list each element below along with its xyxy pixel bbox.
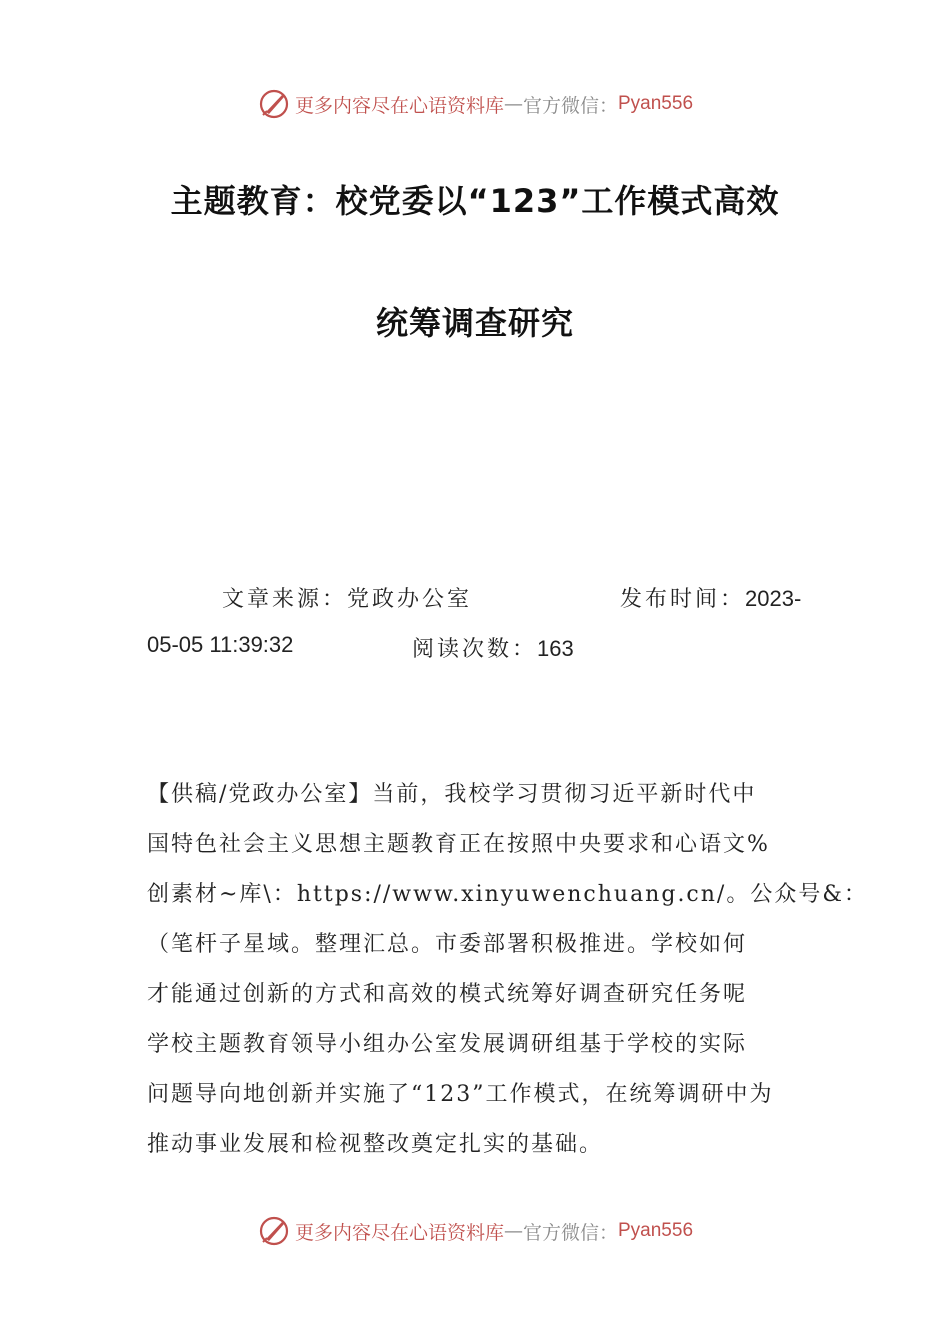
- body-line: 国特色社会主义思想主题教育正在按照中央要求和心语文%: [147, 832, 770, 857]
- watermark-separator: —: [503, 1220, 523, 1242]
- header-watermark: [0, 84, 950, 124]
- body-line: 学校主题教育领导小组办公室发展调研组基于学校的实际: [147, 1032, 748, 1057]
- publish-date-continued: [147, 632, 293, 658]
- body-line: 推动事业发展和检视整改奠定扎实的基础。: [147, 1132, 604, 1157]
- watermark-separator: —: [503, 93, 523, 115]
- watermark-wechat-id: Pyan556: [618, 93, 694, 114]
- publish-date-part1: 2023-: [745, 586, 802, 611]
- article-source: 文章来源：党政办公室: [222, 587, 473, 612]
- publish-date-part2: 05-05 11:39:32: [147, 632, 294, 657]
- body-line: （笔杆子星域。整理汇总。市委部署积极推进。学校如何: [147, 932, 748, 957]
- watermark-wechat-label: 官方微信：: [522, 94, 618, 117]
- watermark-wechat-label: 官方微信：: [522, 1221, 618, 1244]
- body-line: 问题导向地创新并实施了“123”工作模式，在统筹调研中为: [147, 1082, 774, 1107]
- footer-watermark: [0, 1211, 950, 1251]
- watermark-wechat-id: Pyan556: [618, 1220, 694, 1241]
- quill-logo-icon: [257, 87, 291, 121]
- body-line: 创素材~库\：https://www.xinyuwenchuang.cn/。公众号&：: [147, 882, 868, 907]
- page-title-line-1: 主题教育：校党委以“123”工作模式高效: [170, 182, 780, 220]
- article-body: [147, 770, 868, 1170]
- watermark-text-main: 更多内容尽在心语资料库: [294, 1221, 504, 1244]
- read-count-label: 阅读次数：: [412, 637, 538, 662]
- quill-logo-icon: [257, 1214, 291, 1248]
- page-title-line-2: 统筹调查研究: [375, 304, 574, 342]
- read-count-row: [412, 632, 574, 663]
- watermark-text-main: 更多内容尽在心语资料库: [294, 94, 504, 117]
- publish-time-label: 发布时间：: [620, 587, 746, 612]
- read-count-value: 163: [537, 636, 574, 661]
- publish-time-row: [620, 582, 801, 613]
- body-line: 才能通过创新的方式和高效的模式统筹好调查研究任务呢: [147, 982, 748, 1007]
- body-line: 【供稿/党政办公室】当前，我校学习贯彻习近平新时代中: [147, 782, 757, 807]
